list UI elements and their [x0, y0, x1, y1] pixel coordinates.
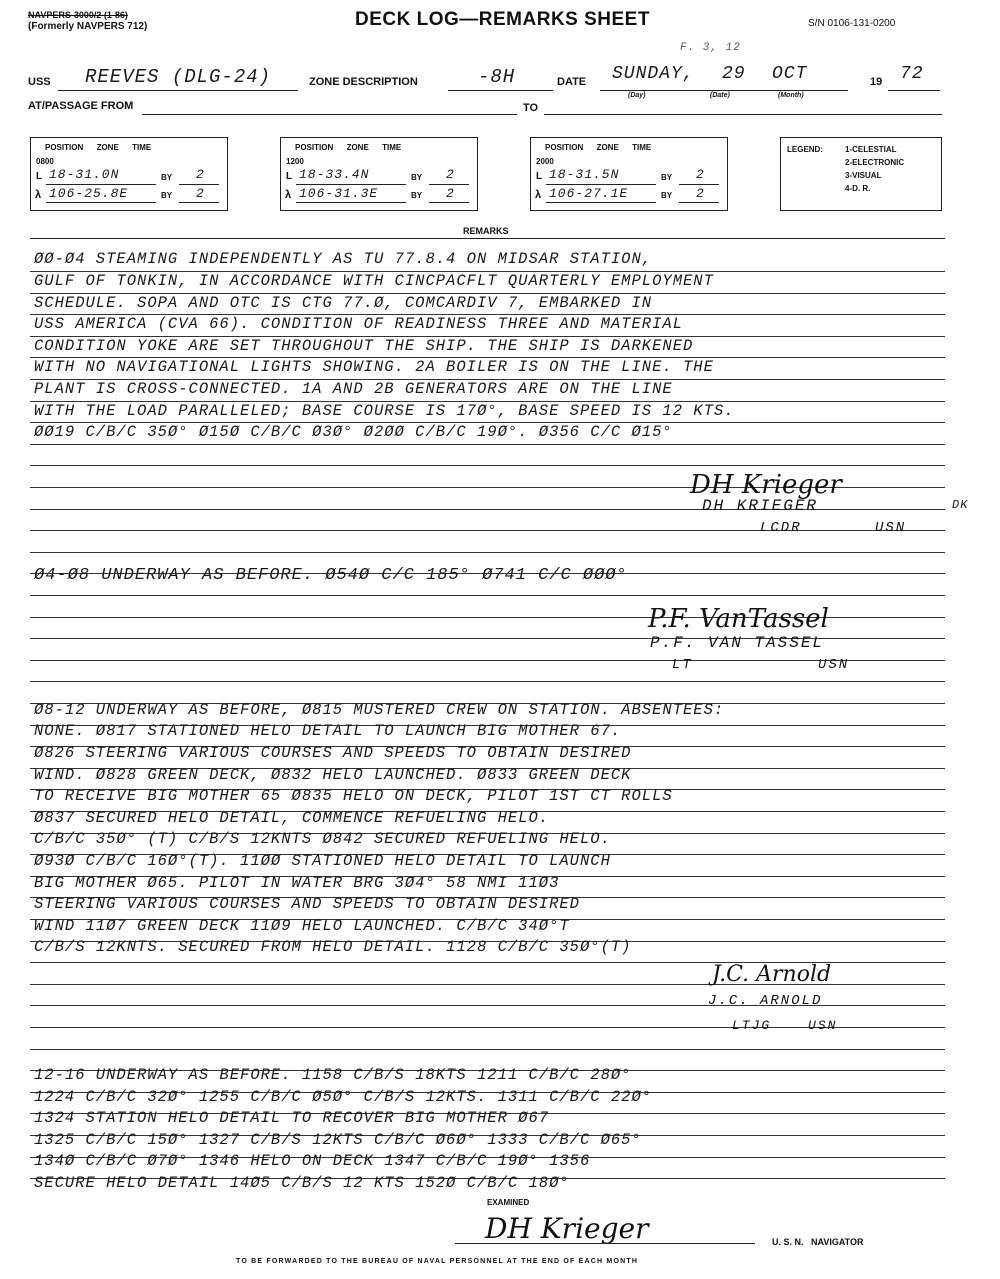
watch-3-signature: J.C. Arnold	[712, 962, 832, 987]
position-box-time: 0800	[36, 157, 54, 166]
watch-2-rank: LT	[672, 657, 693, 673]
uss-value: REEVES (DLG-24)	[85, 66, 272, 88]
watch-3-line: TO RECEIVE BIG MOTHER 65 Ø835 HELO ON DECK, PILOT 1ST CT ROLLS	[34, 787, 673, 806]
by-underline	[429, 202, 469, 203]
lat-underline	[546, 184, 656, 185]
watch-1-initials: DK	[952, 498, 969, 512]
legend-item: 1-CELESTIAL	[845, 145, 897, 154]
legend-item: 3-VISUAL	[845, 171, 882, 180]
position-box-header: POSITION ZONE TIME	[45, 143, 152, 152]
by-label: BY	[161, 191, 173, 200]
watch-3-rank: LTJG	[732, 1018, 772, 1033]
remarks-top-rule	[30, 238, 945, 239]
watch-4-line: 1324 STATION HELO DETAIL TO RECOVER BIG MOTHER Ø67	[34, 1109, 550, 1128]
bottom-note: TO BE FORWARDED TO THE BUREAU OF NAVAL PERSONNEL AT THE END OF EACH MONTH	[236, 1258, 639, 1265]
watch-3-line: Ø93Ø C/B/C 16Ø°(T). 11ØØ STATIONED HELO DETAIL TO LAUNCH	[34, 852, 611, 870]
longitude-value: 106-27.1E	[549, 186, 629, 201]
position-box-header: POSITION ZONE TIME	[545, 143, 652, 152]
ruled-line	[30, 1049, 945, 1050]
watch-3-line: WIND. Ø828 GREEN DECK, Ø832 HELO LAUNCHED. Ø833 GREEN DECK	[34, 765, 632, 784]
by-label: BY	[661, 173, 673, 182]
year-underline	[888, 90, 940, 91]
latitude-value: 18-33.4N	[299, 167, 370, 182]
zone-underline	[448, 90, 553, 91]
watch-3-service: USN	[808, 1018, 838, 1033]
lon-underline	[546, 202, 656, 203]
watch-1-line: GULF OF TONKIN, IN ACCORDANCE WITH CINCPACFLT QUARTERLY EMPLOYMENT	[34, 272, 714, 290]
latitude-value: 18-31.5N	[549, 167, 620, 182]
passage-from-underline	[142, 114, 517, 115]
handwritten-stamp: F. 3, 12	[680, 42, 741, 54]
watch-1-line: ØØ19 C/B/C 35Ø° Ø15Ø C/B/C Ø3Ø° Ø2ØØ C/B/C 19Ø°. Ø356 C/C Ø15°	[34, 423, 673, 442]
legend-item: 2-ELECTRONIC	[845, 158, 905, 167]
year-prefix: 19	[870, 76, 883, 88]
by-underline	[179, 202, 219, 203]
date-label: DATE	[557, 76, 587, 88]
watch-3-line: C/B/S 12KNTS. SECURED FROM HELO DETAIL. 1128 C/B/C 35Ø°(T)	[34, 938, 632, 957]
position-box-2000	[530, 137, 728, 211]
date-value: 29	[722, 64, 746, 84]
by-value: 2	[196, 186, 205, 201]
lon-underline	[296, 202, 406, 203]
uss-label: USS	[28, 76, 51, 88]
watch-4-line: 1325 C/B/C 15Ø° 1327 C/B/S 12KTS C/B/C Ø6Ø° 1333 C/B/C Ø65°	[34, 1130, 642, 1149]
watch-4-line: 12-16 UNDERWAY AS BEFORE. 1158 C/B/S 18KTS 1211 C/B/C 28Ø°	[34, 1066, 632, 1084]
month-caption: (Month)	[778, 92, 804, 99]
watch-1-officer-name: DH KRIEGER	[702, 497, 819, 515]
by-underline	[179, 184, 219, 185]
watch-3-line: NONE. Ø817 STATIONED HELO DETAIL TO LAUNCH BIG MOTHER 67.	[34, 722, 622, 741]
watch-2-line: Ø4-Ø8 UNDERWAY AS BEFORE. Ø54Ø C/C 185° Ø741 C/C ØØØ°	[34, 565, 628, 585]
lat-underline	[296, 184, 406, 185]
uss-underline	[58, 90, 298, 91]
watch-4-line: 134Ø C/B/C Ø7Ø° 1346 HELO ON DECK 1347 C/B/C 19Ø° 1356	[34, 1152, 591, 1171]
navigator-signature: DH Krieger	[485, 1212, 649, 1245]
position-box-header: POSITION ZONE TIME	[295, 143, 402, 152]
watch-3-line: Ø826 STEERING VARIOUS COURSES AND SPEEDS TO OBTAIN DESIRED	[34, 744, 632, 762]
lat-prefix: L	[286, 171, 293, 182]
remarks-title: REMARKS	[463, 226, 509, 236]
by-underline	[429, 184, 469, 185]
examined-label: EXAMINED	[487, 1198, 530, 1207]
watch-3-line: Ø8-12 UNDERWAY AS BEFORE, Ø815 MUSTERED CREW ON STATION. ABSENTEES:	[34, 700, 725, 719]
position-box-1200	[280, 137, 478, 211]
form-id-line-1: NAVPERS-3000/2 (1-86)	[28, 10, 128, 20]
longitude-value: 106-31.3E	[299, 186, 379, 201]
watch-2-service: USN	[818, 657, 850, 673]
by-label: BY	[661, 191, 673, 200]
by-value: 2	[446, 167, 455, 182]
watch-3-line: BIG MOTHER Ø65. PILOT IN WATER BRG 3Ø4° 58 NMI 11Ø3	[34, 873, 560, 892]
watch-3-line: Ø837 SECURED HELO DETAIL, COMMENCE REFUELING HELO.	[34, 808, 550, 827]
lon-underline	[46, 202, 156, 203]
legend-title: LEGEND:	[787, 145, 823, 154]
date-caption: (Date)	[710, 92, 730, 99]
watch-3-line: WIND 11Ø7 GREEN DECK 11Ø9 HELO LAUNCHED. C/B/C 34Ø°T	[34, 916, 570, 935]
lon-prefix: λ	[35, 189, 42, 201]
lat-underline	[46, 184, 156, 185]
watch-1-signature: DH Krieger	[690, 470, 842, 500]
latitude-value: 18-31.0N	[49, 167, 120, 182]
by-underline	[679, 202, 719, 203]
lon-prefix: λ	[535, 189, 542, 201]
ruled-line	[30, 465, 945, 466]
navigator-label: U. S. N. NAVIGATOR	[772, 1237, 864, 1247]
watch-1-line: CONDITION YOKE ARE SET THROUGHOUT THE SHIP. THE SHIP IS DARKENED	[34, 336, 694, 355]
by-value: 2	[196, 167, 205, 182]
position-box-0800	[30, 137, 228, 211]
lat-prefix: L	[536, 171, 543, 182]
watch-2-officer-name: P.F. VAN TASSEL	[650, 634, 825, 652]
zone-value: -8H	[478, 66, 516, 88]
by-value: 2	[696, 167, 705, 182]
by-value: 2	[446, 186, 455, 201]
by-label: BY	[161, 173, 173, 182]
watch-3-officer-name: J.C. ARNOLD	[708, 993, 823, 1009]
watch-2-signature: P.F. VanTassel	[648, 604, 829, 634]
lat-prefix: L	[36, 171, 43, 182]
by-label: BY	[411, 191, 423, 200]
by-value: 2	[696, 186, 705, 201]
longitude-value: 106-25.8E	[49, 186, 129, 201]
zone-description-label: ZONE DESCRIPTION	[309, 76, 418, 88]
page-title: DECK LOG—REMARKS SHEET	[355, 9, 650, 30]
ruled-line	[30, 530, 945, 531]
watch-1-line: WITH NO NAVIGATIONAL LIGHTS SHOWING. 2A BOILER IS ON THE LINE. THE	[34, 358, 714, 377]
day-caption: (Day)	[628, 92, 646, 99]
watch-1-line: PLANT IS CROSS-CONNECTED. 1A AND 2B GENERATORS ARE ON THE LINE	[34, 380, 673, 398]
legend-box	[780, 137, 942, 211]
watch-3-line: STEERING VARIOUS COURSES AND SPEEDS TO OBTAIN DESIRED	[34, 895, 580, 914]
by-label: BY	[411, 173, 423, 182]
ruled-line	[30, 552, 945, 553]
form-id-line-2: (Formerly NAVPERS 712)	[28, 21, 148, 32]
day-value: SUNDAY,	[612, 64, 695, 84]
watch-1-line: WITH THE LOAD PARALLELED; BASE COURSE IS 17Ø°, BASE SPEED IS 12 KTS.	[34, 401, 735, 420]
watch-1-rank: LCDR	[760, 520, 802, 536]
navigator-signature-line	[455, 1243, 755, 1244]
month-value: OCT	[772, 64, 808, 84]
watch-3-line: C/B/C 35Ø° (T) C/B/S 12KNTS Ø842 SECURED REFUELING HELO.	[34, 830, 611, 849]
year-value: 72	[900, 64, 924, 84]
watch-4-line: SECURE HELO DETAIL 14Ø5 C/B/S 12 KTS 152Ø C/B/C 18Ø°	[34, 1174, 570, 1192]
ruled-line	[30, 444, 945, 445]
watch-1-line: USS AMERICA (CVA 66). CONDITION OF READINESS THREE AND MATERIAL	[34, 315, 683, 334]
watch-1-service: USN	[875, 520, 907, 536]
serial-number: S/N 0106-131-0200	[808, 18, 896, 29]
ruled-line	[30, 681, 945, 682]
date-underline	[600, 90, 848, 91]
lon-prefix: λ	[285, 189, 292, 201]
watch-1-line: ØØ-Ø4 STEAMING INDEPENDENTLY AS TU 77.8.4 ON MIDSAR STATION,	[34, 250, 653, 269]
watch-1-line: SCHEDULE. SOPA AND OTC IS CTG 77.Ø, COMCARDIV 7, EMBARKED IN	[34, 293, 653, 312]
ruled-line	[30, 660, 945, 661]
passage-to-label: TO	[523, 102, 539, 114]
position-box-time: 1200	[286, 157, 304, 166]
by-underline	[679, 184, 719, 185]
passage-from-label: AT/PASSAGE FROM	[28, 100, 134, 112]
position-box-time: 2000	[536, 157, 554, 166]
watch-4-line: 1224 C/B/C 32Ø° 1255 C/B/C Ø5Ø° C/B/S 12KTS. 1311 C/B/C 22Ø°	[34, 1087, 653, 1106]
legend-item: 4-D. R.	[845, 184, 871, 193]
passage-to-underline	[544, 114, 942, 115]
ruled-line	[30, 595, 945, 596]
